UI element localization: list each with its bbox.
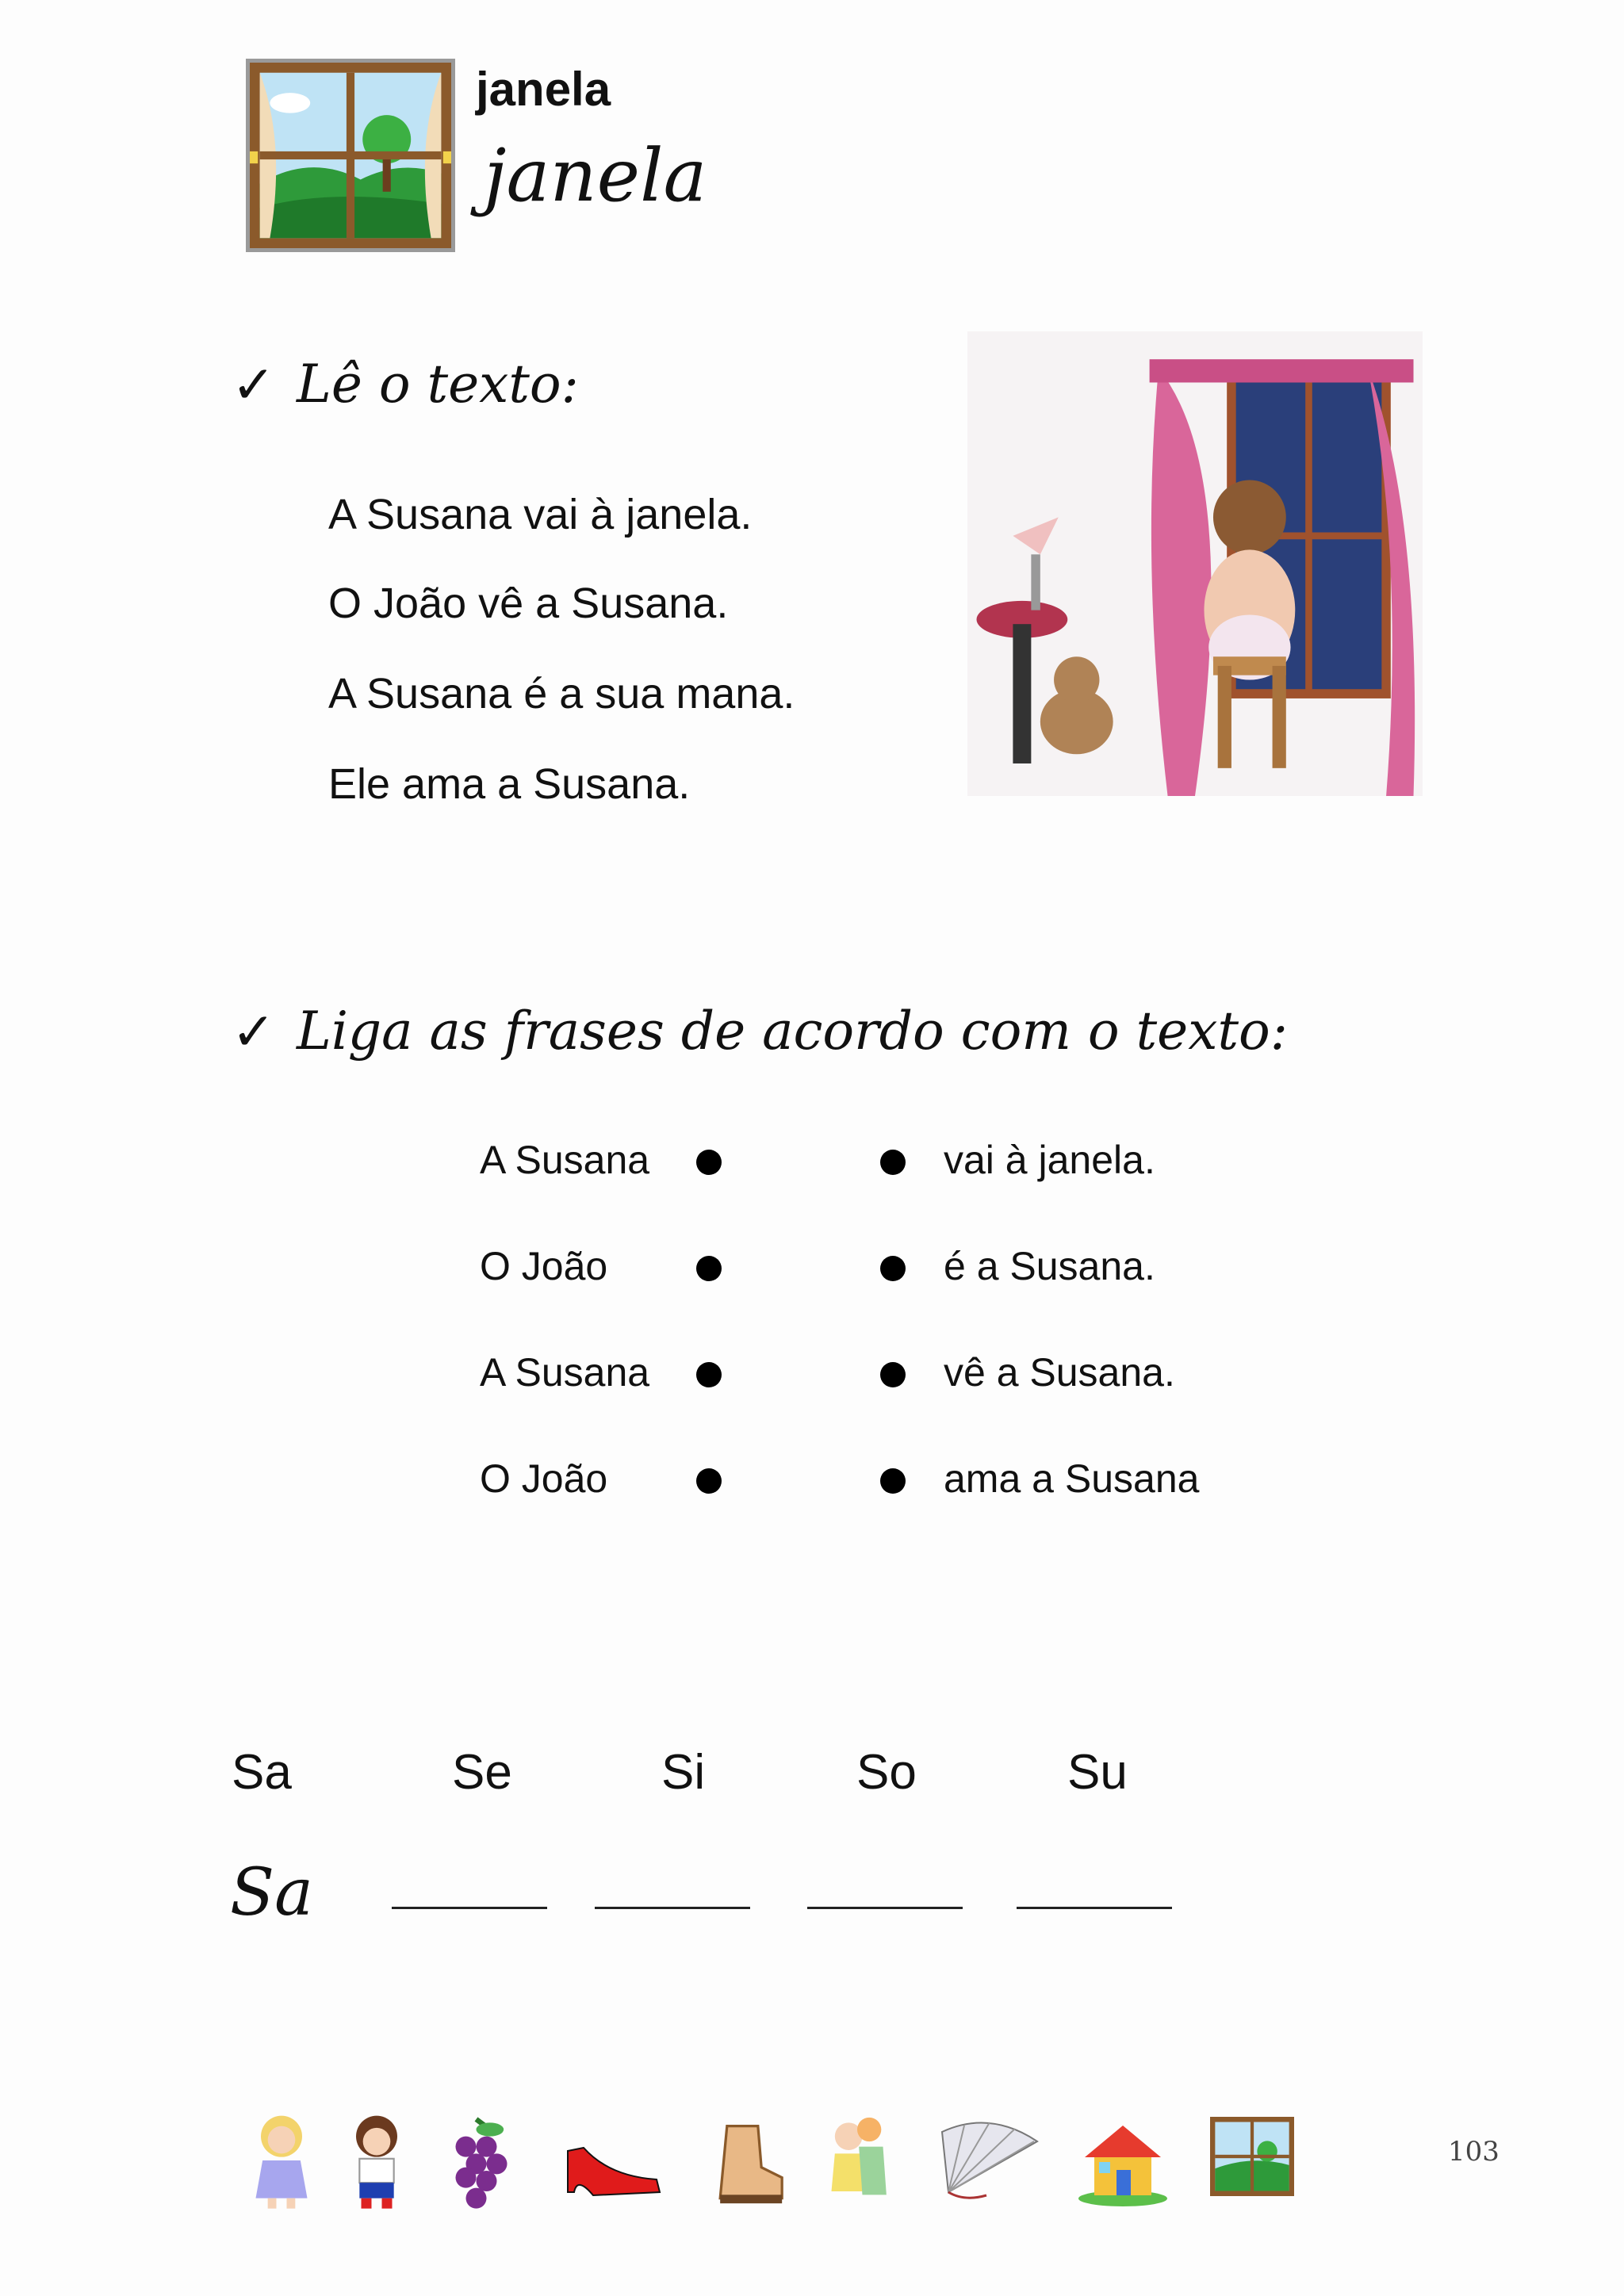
fan-icon bbox=[933, 2109, 1044, 2212]
write-blank[interactable] bbox=[392, 1907, 547, 1909]
boy-icon bbox=[333, 2109, 420, 2212]
text-line: A Susana vai à janela. bbox=[328, 491, 753, 538]
match-right-item: ama a Susana bbox=[944, 1456, 1200, 1501]
match-instruction: Liga as frases de acordo com o texto: bbox=[297, 1001, 1288, 1062]
script-syllable: Sa bbox=[230, 1855, 314, 1931]
syllable: Su bbox=[1067, 1745, 1128, 1800]
syllable: Se bbox=[452, 1745, 512, 1800]
page-number: 103 bbox=[1448, 2136, 1500, 2168]
girl-at-window-illustration bbox=[967, 331, 1423, 796]
text-line: Ele ama a Susana. bbox=[328, 760, 691, 808]
read-instruction: Lê o texto: bbox=[297, 354, 579, 415]
match-dot-left[interactable] bbox=[696, 1468, 722, 1494]
match-dot-left[interactable] bbox=[696, 1362, 722, 1387]
write-blank[interactable] bbox=[807, 1907, 963, 1909]
syllable: So bbox=[856, 1745, 917, 1800]
house-icon bbox=[1075, 2109, 1170, 2212]
match-dot-right[interactable] bbox=[880, 1256, 906, 1281]
write-blank[interactable] bbox=[1017, 1907, 1172, 1909]
match-right-item: é a Susana. bbox=[944, 1244, 1155, 1288]
match-dot-left[interactable] bbox=[696, 1150, 722, 1175]
text-line: O João vê a Susana. bbox=[328, 580, 729, 627]
word-script: janela bbox=[484, 133, 707, 218]
match-dot-right[interactable] bbox=[880, 1362, 906, 1387]
match-left-item: A Susana bbox=[480, 1138, 650, 1182]
word-print: janela bbox=[476, 63, 611, 116]
match-left-item: O João bbox=[480, 1456, 608, 1501]
match-dot-right[interactable] bbox=[880, 1468, 906, 1494]
write-blank[interactable] bbox=[595, 1907, 750, 1909]
check-mark-icon: ✓ bbox=[232, 1002, 276, 1061]
window-icon bbox=[1210, 2117, 1294, 2196]
match-dot-left[interactable] bbox=[696, 1256, 722, 1281]
text-line: A Susana é a sua mana. bbox=[328, 670, 795, 718]
match-right-item: vê a Susana. bbox=[944, 1350, 1175, 1395]
syllable: Sa bbox=[232, 1745, 292, 1800]
children-icon bbox=[814, 2109, 901, 2212]
match-left-item: A Susana bbox=[480, 1350, 650, 1395]
match-left-item: O João bbox=[480, 1244, 608, 1288]
girl-icon bbox=[238, 2109, 325, 2212]
match-right-item: vai à janela. bbox=[944, 1138, 1155, 1182]
red-shoe-icon bbox=[561, 2109, 665, 2212]
window-landscape-icon bbox=[246, 59, 455, 252]
check-mark-icon: ✓ bbox=[232, 355, 276, 414]
boot-icon bbox=[706, 2109, 793, 2212]
match-dot-right[interactable] bbox=[880, 1150, 906, 1175]
grapes-icon bbox=[438, 2109, 525, 2212]
syllable: Si bbox=[661, 1745, 706, 1800]
